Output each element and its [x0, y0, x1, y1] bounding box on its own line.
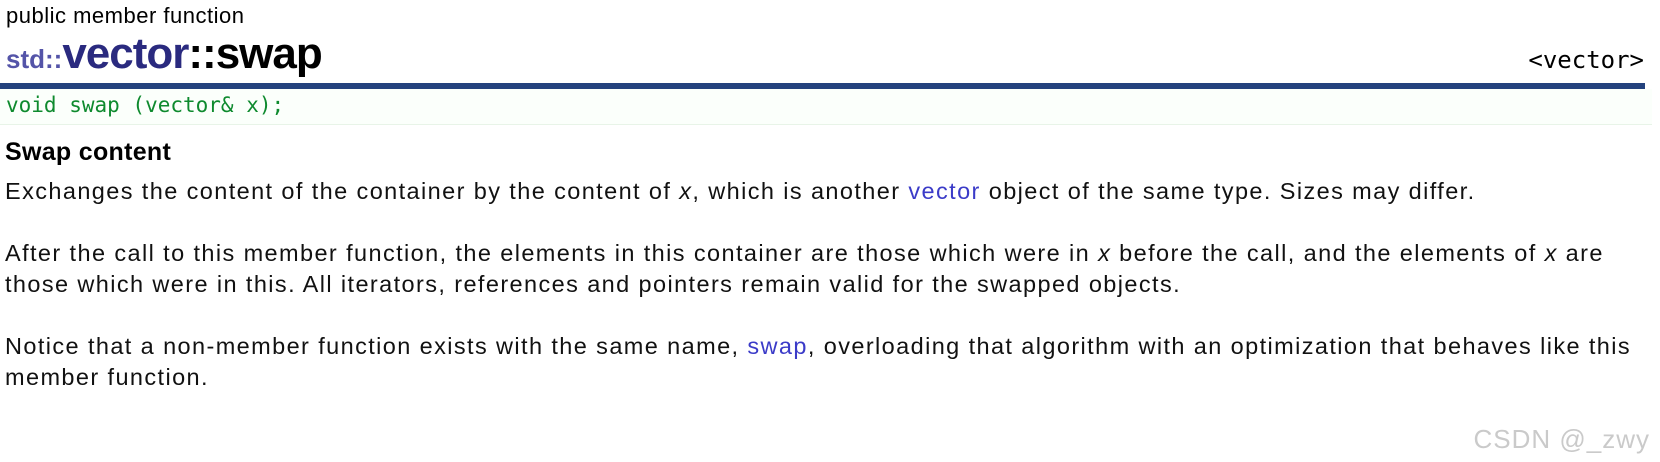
section-heading: Swap content: [5, 138, 172, 166]
text-run: Notice that a non-member function exists with the same name,: [5, 333, 748, 359]
text-run: are those which were in this. All iterators, references and pointers remain valid for the swapped objects.: [5, 240, 1604, 297]
page-header: [6, 29, 1644, 81]
csdn-watermark: CSDN @_zwy: [1473, 424, 1650, 454]
text-run: before the call, and the elements of: [1111, 240, 1545, 266]
vector-link[interactable]: vector: [908, 178, 981, 204]
swap-algorithm-link[interactable]: swap: [747, 333, 808, 359]
text-run: object of the same type. Sizes may differ.: [980, 178, 1476, 204]
page-title: [6, 29, 322, 79]
paragraph-after-call: [5, 238, 1655, 300]
function-declaration: void swap (vector& x);: [6, 93, 285, 117]
title-member-name: ::swap: [188, 29, 322, 78]
header-file-link[interactable]: <vector>: [1528, 46, 1644, 74]
text-run: , overloading that algorithm with an optimization that behaves like this member function.: [5, 333, 1632, 390]
declaration-box: [0, 89, 1652, 125]
function-kind-label: public member function: [6, 3, 245, 28]
title-class-name: vector: [62, 29, 189, 78]
variable-x: x: [679, 178, 693, 204]
text-run: After the call to this member function, the elements in this container are those which were in: [5, 240, 1099, 266]
text-run: Exchanges the content of the container by the content of: [5, 178, 680, 204]
variable-x: x: [1544, 240, 1558, 266]
paragraph-notice: [5, 331, 1655, 393]
title-namespace: std::: [6, 44, 63, 74]
description-body: [5, 176, 1655, 393]
paragraph-exchange: [5, 176, 1655, 207]
variable-x: x: [1098, 240, 1112, 266]
text-run: , which is another: [692, 178, 909, 204]
